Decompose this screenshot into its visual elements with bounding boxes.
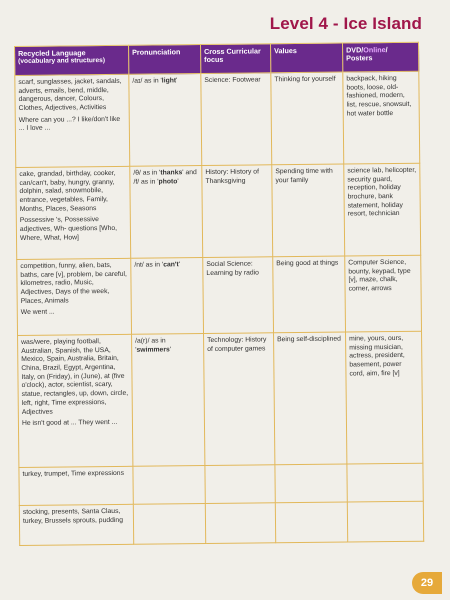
cross-curricular-cell: Social Science: Learning by radio (203, 257, 274, 334)
table-row (19, 463, 423, 505)
cross-curricular-cell: Science: Footwear (201, 73, 272, 166)
structures-text: Where can you ...? I like/don't like ... I love ... (18, 115, 121, 133)
values-cell: Being self-disciplined (274, 332, 347, 465)
cross-curricular-cell: Technology: History of computer games (204, 333, 275, 466)
header-dvd-online-posters (342, 42, 418, 72)
vocabulary-text: cake, grandad, birthday, cooker, can/can't, baby, hungry, granny, dolphin, salad, snowmobile, entrance, vegetables, Family, Months, Places, Seasons (19, 169, 116, 213)
pronunciation-text: /a(r)/ as in ' (135, 337, 166, 354)
recycled-language-cell (18, 334, 133, 467)
table-row (18, 331, 423, 467)
dvd-cell (347, 501, 423, 542)
page-number: 29 (412, 572, 442, 594)
dvd-cell (347, 463, 423, 502)
values-cell (275, 464, 347, 503)
values-cell: Spending time with your family (272, 164, 345, 257)
recycled-language-cell (16, 166, 131, 259)
pronunciation-text: ' (177, 177, 179, 185)
recycled-language-cell (19, 466, 133, 505)
dvd-cell: science lab, helicopter, security guard, reception, holiday brochure, bank statement, holiday resort, technician (344, 163, 421, 256)
cross-curricular-cell (205, 465, 275, 504)
table-row (15, 71, 420, 167)
header-recycled-title: Recycled Language (18, 48, 86, 58)
table-row (16, 163, 421, 259)
pronunciation-text: ' (176, 77, 178, 85)
header-slash-label: / (385, 45, 388, 55)
recycled-language-cell (17, 258, 132, 335)
header-values: Values (270, 43, 342, 73)
values-cell: Thinking for yourself (271, 72, 344, 165)
header-pronunciation: Pronunciation (128, 45, 200, 75)
syllabus-table (14, 42, 424, 546)
pronunciation-cell (133, 466, 205, 505)
page-title: Level 4 - Ice Island (269, 14, 422, 33)
table-row (17, 255, 422, 335)
pronunciation-cell (132, 334, 205, 467)
header-recycled-language (15, 45, 129, 75)
vocabulary-text: was/were, playing football, Australian, Spanish, the USA, Mexico, Spain, Australia, Britain, China, Brazil, Egypt, Argentina, Italy, on (Friday), in (June), at (five o'clock), actor, scientist, scary, statue, rectangles, up, down, circle, left, right, Time expressions, Adjectives (21, 338, 129, 416)
pronunciation-text: ' and /f/ as in ' (133, 169, 197, 186)
structures-text: We went ... (20, 309, 55, 317)
pronunciation-text: ' (178, 261, 181, 269)
dvd-cell: mine, yours, ours, missing musician, actress, president, basement, power cord, aim, fire [v] (346, 331, 423, 464)
table-header-row (15, 42, 419, 75)
header-dvd-label: DVD/ (346, 45, 364, 55)
header-posters-label: Posters (346, 53, 373, 63)
pronunciation-cell (131, 258, 204, 335)
structures-text: Possessive 's, Possessive adjectives, Wh- questions [Who, Where, What, How] (19, 216, 118, 242)
values-cell (275, 502, 347, 543)
pronunciation-cell (129, 74, 202, 167)
values-cell: Being good at things (273, 256, 346, 333)
dvd-cell: Computer Science, bounty, keypad, type [v], maze, chalk, corner, arrows (345, 255, 422, 332)
pronunciation-example: light (161, 77, 177, 85)
table-row (19, 501, 423, 545)
header-cross-curricular: Cross Curricular focus (200, 44, 270, 74)
dvd-cell: backpack, hiking boots, loose, old-fashioned, modern, list, rescue, snowsuit, hot water bottle (343, 71, 420, 164)
pronunciation-example: thanks (160, 169, 183, 177)
header-online-label: Online (363, 45, 386, 55)
recycled-language-cell (19, 504, 133, 545)
pronunciation-cell (133, 504, 205, 545)
cross-curricular-cell (205, 503, 275, 544)
pronunciation-example: photo (158, 177, 178, 186)
recycled-language-cell (15, 74, 130, 167)
pronunciation-text: /θ/ as in ' (133, 169, 161, 177)
cross-curricular-cell: History: History of Thanksgiving (202, 165, 273, 258)
vocabulary-text: turkey, trumpet, Time expressions (22, 469, 125, 478)
pronunciation-example: can't (163, 261, 179, 269)
pronunciation-text: ' (169, 346, 172, 354)
pronunciation-text: /aɪ/ as in ' (132, 77, 162, 85)
pronunciation-text: /nt/ as in ' (134, 261, 164, 269)
structures-text: He isn't good at ... They went ... (21, 419, 118, 428)
vocabulary-text: stocking, presents, Santa Claus, turkey, Brussels sprouts, pudding (22, 507, 124, 525)
pronunciation-cell (130, 166, 203, 259)
vocabulary-text: competition, funny, alien, bats, baths, care [v], problem, be careful, kilometres, radio, Music, Adjectives, Days of the week, Places, Animals (20, 261, 127, 305)
vocabulary-text: scarf, sunglasses, jacket, sandals, adverts, emails, bend, middle, dangerous, dancer, Colours, Clothes, Adjectives, Activities (18, 77, 122, 113)
pronunciation-example: swimmers (136, 346, 170, 354)
header-recycled-subtitle: (vocabulary and structures) (18, 57, 106, 66)
